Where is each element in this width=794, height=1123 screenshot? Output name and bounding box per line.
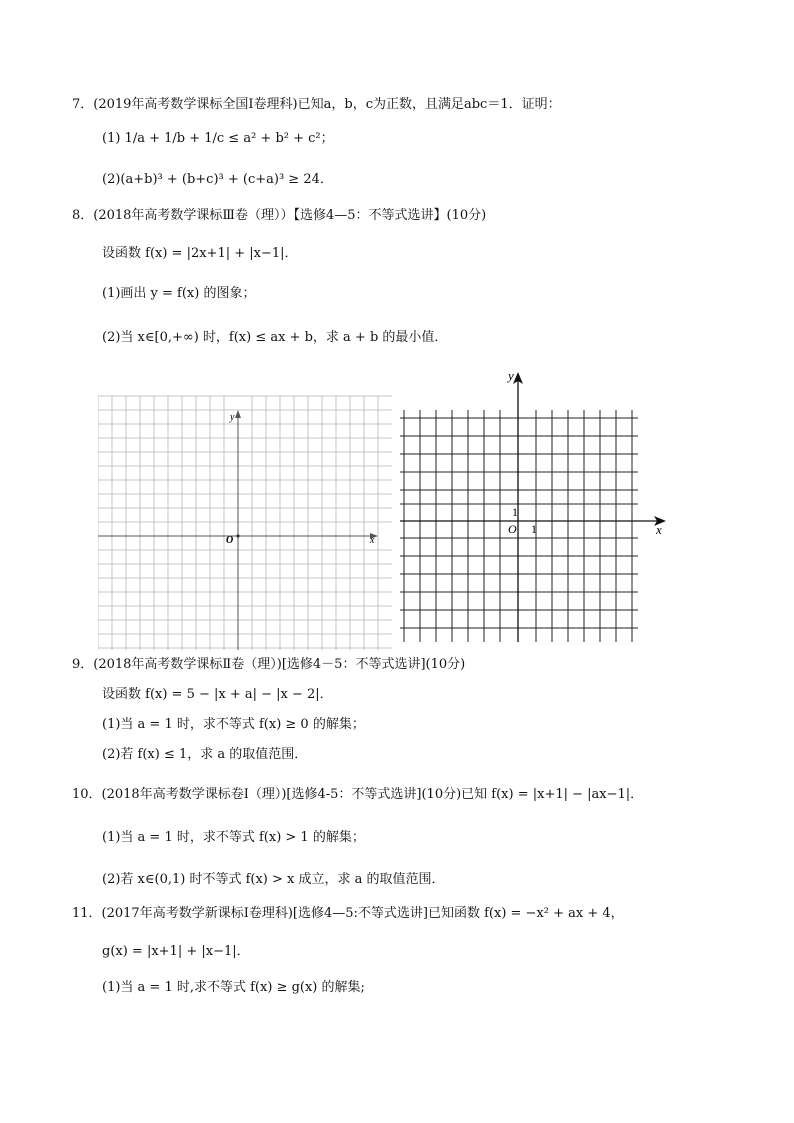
q10-part2: (2)若 x∈(0,1) 时不等式 f(x) > x 成立，求 a 的取值范围． (102, 872, 445, 887)
q9-stem: 设函数 f(x) = 5 − |x + a| − |x − 2|． (102, 687, 333, 702)
q8-graph-right (400, 366, 678, 646)
q11-stem: g(x) = |x+1| + |x−1|． (102, 944, 250, 959)
q8-stem: 设函数 f(x) = |2x+1| + |x−1|． (102, 246, 298, 261)
q9-part2: (2)若 f(x) ≤ 1，求 a 的取值范围． (102, 747, 308, 762)
q8-right-origin-label: O (508, 522, 517, 536)
q8-right-y-label: y (508, 368, 514, 383)
q8-header: 8．(2018年高考数学课标Ⅲ卷（理））【选修4—5：不等式选讲】(10分) (72, 208, 487, 223)
q8-part1: (1)画出 y = f(x) 的图象； (102, 286, 256, 301)
q10-part1: (1)当 a = 1 时，求不等式 f(x) > 1 的解集； (102, 830, 365, 845)
q8-left-origin-label: O (226, 535, 234, 546)
q8-left-x-label: x (370, 535, 375, 546)
q9-part1: (1)当 a = 1 时，求不等式 f(x) ≥ 0 的解集； (102, 717, 365, 732)
q8-graph-left (98, 390, 398, 652)
q8-left-y-label: y (230, 412, 235, 423)
q9-header: 9．(2018年高考数学课标Ⅱ卷（理）)[选修4－5：不等式选讲](10分) (72, 657, 466, 672)
q10-header: 10．(2018年高考数学课标卷Ⅰ（理）)[选修4-5：不等式选讲](10分)已知 f(x) = |x+1| − |ax−1|． (72, 787, 644, 802)
q7-part2: (2)(a+b)³ + (b+c)³ + (c+a)³ ≥ 24． (102, 172, 333, 187)
q7-header: 7．(2019年高考数学课标全国Ⅰ卷理科)已知a，b，c为正数，且满足abc＝1．证明： (72, 97, 561, 112)
q8-right-x-label: x (656, 522, 662, 537)
q8-right-tick-x: 1 (531, 522, 537, 536)
q11-header: 11．(2017年高考数学新课标Ⅰ卷理科)[选修4—5:不等式选讲]已知函数 f(x) = −x² + ax + 4， (72, 906, 624, 921)
q8-part2: (2)当 x∈[0,+∞) 时，f(x) ≤ ax + b，求 a + b 的最小值． (102, 330, 448, 345)
q7-part1: (1) 1/a + 1/b + 1/c ≤ a² + b² + c²； (102, 131, 334, 146)
q11-part1: (1)当 a = 1 时,求不等式 f(x) ≥ g(x) 的解集; (102, 980, 365, 995)
q8-right-tick-y: 1 (512, 505, 518, 519)
